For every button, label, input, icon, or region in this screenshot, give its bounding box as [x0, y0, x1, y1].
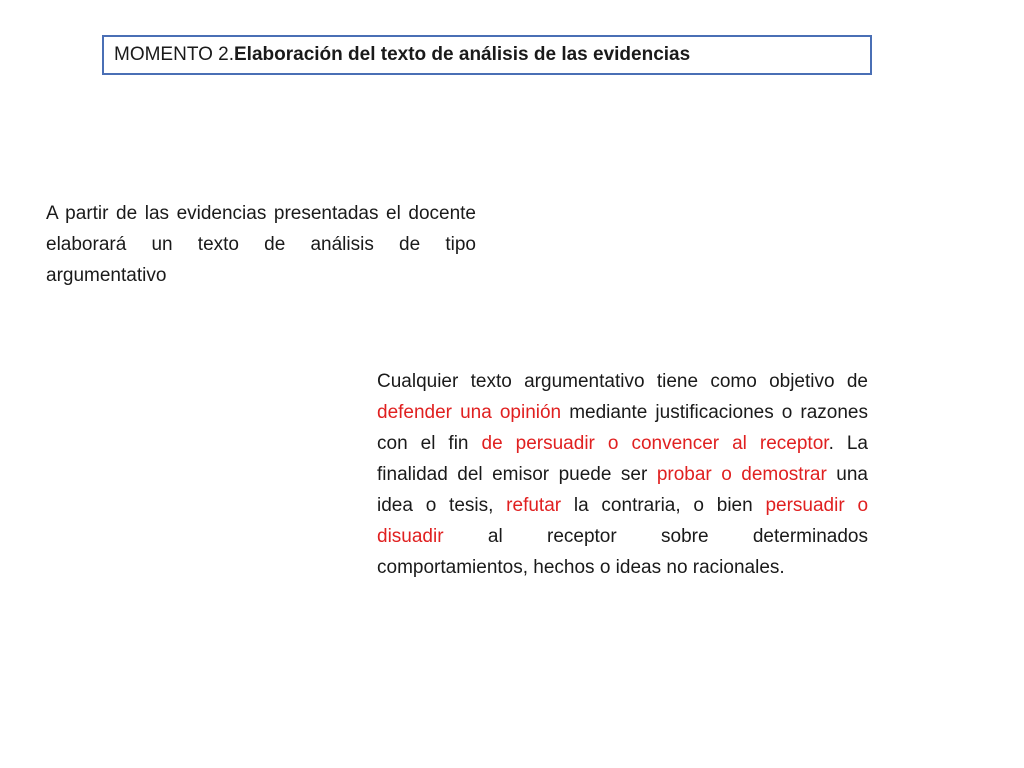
main-text-segment: mediante justificaciones o razones con el fin	[377, 402, 868, 454]
title-prefix: MOMENTO 2.	[114, 44, 234, 65]
title-box	[102, 35, 872, 75]
main-paragraph	[377, 366, 868, 583]
intro-paragraph: A partir de las evidencias presentadas el docente elaborará un texto de análisis de tipo argumentativo	[46, 203, 476, 286]
title-bold-text: Elaboración del texto de análisis de las evidencias	[234, 44, 691, 65]
main-text-segment: una idea o tesis,	[377, 464, 869, 516]
main-text-segment: . La finalidad del emisor puede ser	[377, 433, 868, 485]
highlight-persuadir-disuadir: persuadir o disuadir	[377, 495, 869, 547]
main-text-segment: la contraria, o bien	[561, 495, 766, 516]
main-text-segment: al receptor sobre determinados comportamientos, hechos o ideas no racionales.	[377, 526, 868, 578]
highlight-defender-opinion: defender una opinión	[377, 402, 562, 423]
main-text-segment: Cualquier texto argumentativo tiene como objetivo de	[377, 371, 868, 392]
highlight-probar-demostrar: probar o demostrar	[656, 464, 827, 485]
highlight-persuadir-convencer: de persuadir o convencer al receptor	[481, 433, 829, 454]
highlight-refutar: refutar	[506, 495, 562, 516]
